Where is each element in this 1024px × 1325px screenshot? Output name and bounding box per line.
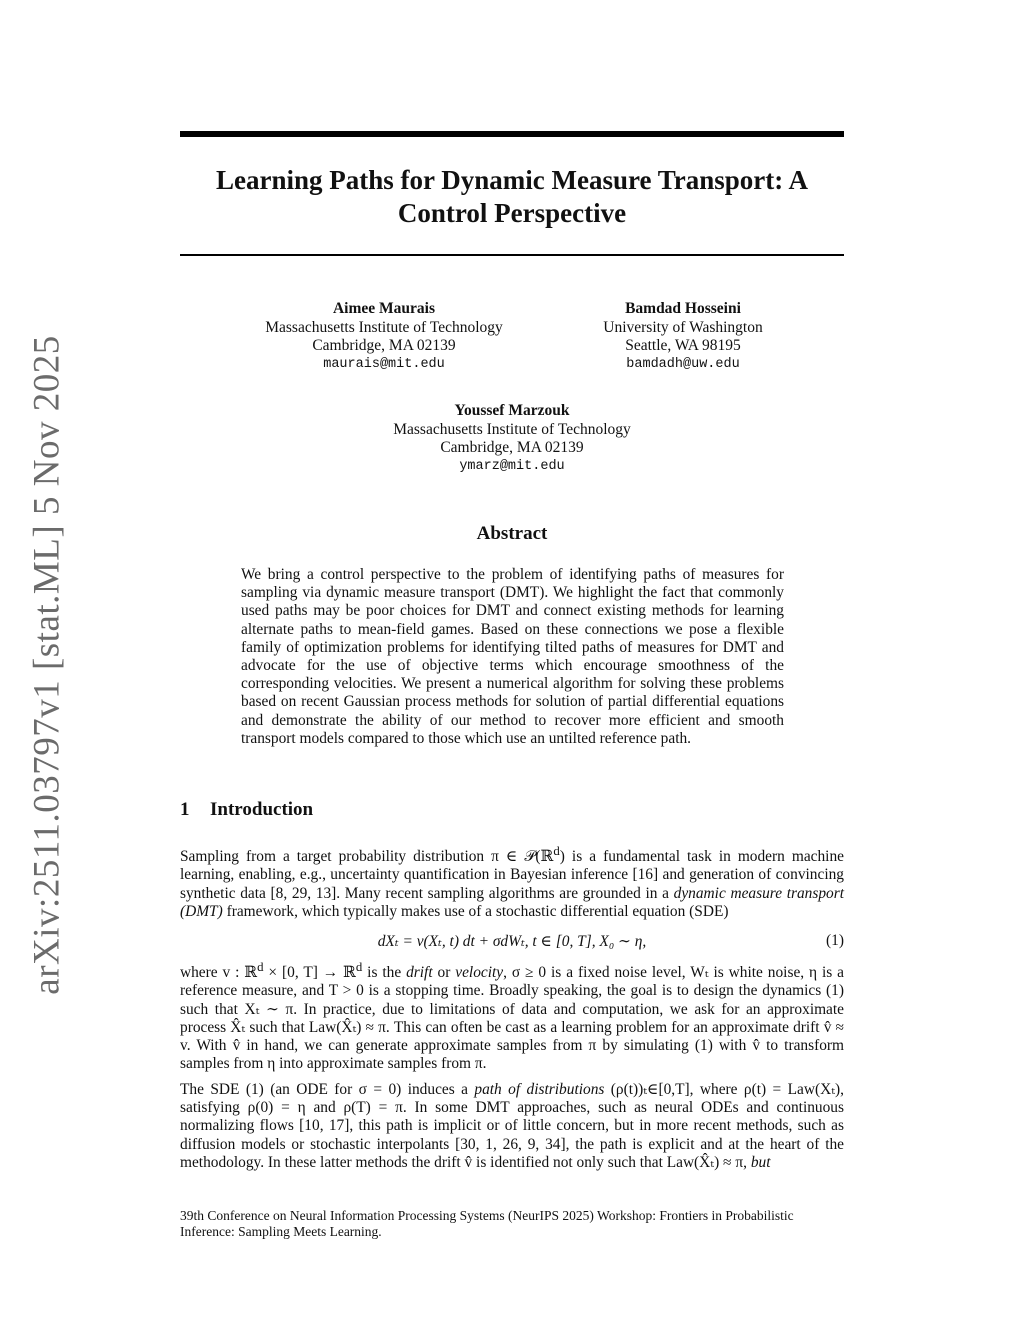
author-affiliation: University of Washington	[603, 318, 763, 336]
title-bottom-rule	[180, 254, 844, 256]
abstract-text: We bring a control perspective to the problem of identifying paths of measures for sampling via dynamic measure transport (DMT). We highlight the fact that commonly used paths may be poor choices for DMT and connect existing methods for learning alternate paths to mean-field games. Based on these connections we pose a flexible family of optimization problems for identifying tilted paths of measures for DMT and advocate for the use of objective terms which encourage smoothness of the corresponding velocities. We present a numerical algorithm for solving these problems based on recent Gaussian process methods for solution of partial differential equations and demonstrate the ability of our method to recover more efficient and smooth transport models compared to those which use an untilted reference path.	[241, 566, 784, 747]
conference-footnote: 39th Conference on Neural Information Processing Systems (NeurIPS 2025) Workshop: Frontiers in Probabilistic Inference: Sampling Meets Learning.	[180, 1208, 794, 1239]
author-block-3	[352, 402, 672, 476]
text-run: or	[432, 964, 456, 982]
author-affiliation: Massachusetts Institute of Technology	[265, 318, 503, 336]
intro-paragraph-1	[180, 842, 844, 921]
text-run: framework, which typically makes use of a stochastic differential equation (SDE)	[222, 902, 729, 920]
intro-paragraph-2	[180, 958, 844, 1073]
text-run: (ρ(t))ₜ∈[0,T], where ρ(t) = Law(Xₜ), satisfying ρ(0) = η and ρ(T) = π. In some DMT approaches, such as neural ODEs and continuous normalizing flows [10, 17], this path is implicit or of little concern, but in more recent methods, such as diffusion models or stochastic interpolants [30, 1, 26, 9, 34], the path is explicit and at the heart of the methodology. In these latter methods the drift v̂ is identified not only such that Law(X̂ₜ) ≈ π,	[180, 1081, 844, 1171]
abstract-heading: Abstract	[476, 523, 548, 544]
text-run: The SDE (1) (an ODE for σ = 0) induces a	[180, 1081, 475, 1098]
author-block-1	[224, 300, 544, 374]
section-heading	[180, 799, 313, 821]
superscript: d	[553, 844, 560, 858]
title-line-2: Control Perspective	[397, 198, 627, 228]
author-address: Cambridge, MA 02139	[312, 337, 456, 354]
text-run: ) is a fundamental task in modern machine learning, enabling, e.g., uncertainty quantification in Bayesian inference [16] and generation of convincing synthetic data [8, 29, 13]. Many recent sampling algorithms are grounded in a	[180, 848, 844, 902]
emphasis: drift	[406, 964, 433, 982]
text-run: is the	[362, 964, 407, 982]
equation-body: dXₜ = v(Xₜ, t) dt + σdWₜ, t ∈ [0, T], X₀ ∼ η,	[377, 933, 647, 950]
section-number: 1	[180, 799, 190, 820]
section-title: Introduction	[210, 799, 314, 820]
text-run: where v : ℝ	[180, 964, 258, 982]
superscript: d	[257, 960, 264, 974]
emphasis: dynamic measure transport (DMT)	[180, 884, 844, 920]
title-top-rule	[180, 131, 844, 137]
author-name: Aimee Maurais	[332, 300, 435, 317]
author-affiliation: Massachusetts Institute of Technology	[393, 420, 631, 438]
author-name: Bamdad Hosseini	[625, 300, 741, 317]
superscript: d	[355, 960, 363, 974]
emphasis: path of distributions	[474, 1081, 605, 1098]
title-line-1: Learning Paths for Dynamic Measure Transport: A	[216, 165, 808, 195]
author-address: Cambridge, MA 02139	[440, 439, 584, 456]
equation-number: (1)	[826, 932, 844, 949]
author-address: Seattle, WA 98195	[625, 337, 741, 354]
emphasis: but	[750, 1153, 771, 1171]
author-name: Youssef Marzouk	[454, 402, 570, 419]
emphasis: velocity	[455, 964, 504, 982]
author-email[interactable]: ymarz@mit.edu	[459, 458, 565, 474]
equation-1	[180, 932, 844, 952]
text-run: × [0, T] → ℝ	[263, 964, 356, 982]
arxiv-identifier-stamp: arXiv:2511.03797v1 [stat.ML] 5 Nov 2025	[26, 335, 68, 995]
text-run: Sampling from a target probability distribution π ∈ 𝒫(ℝ	[180, 848, 554, 866]
author-email[interactable]: maurais@mit.edu	[323, 356, 445, 372]
author-email[interactable]: bamdadh@uw.edu	[626, 356, 740, 372]
text-run: , σ ≥ 0 is a fixed noise level, Wₜ is white noise, η is a reference measure, and T > 0 is a stopping time. Broadly speaking, the goal is to design the dynamics (1) such that Xₜ ∼ π. In practice, due to limitations of data and computation, we ask for an approximate process X̂ₜ such that Law(X̂ₜ) ≈ π. This can often be cast as a learning problem for an approximate drift v̂ ≈ v. With v̂ in hand, we can generate approximate samples from π by simulating (1) with v̂ to transform samples from η into approximate samples from π.	[180, 964, 844, 1073]
paper-title	[180, 164, 844, 230]
intro-paragraph-3	[180, 1081, 844, 1172]
author-block-2	[523, 300, 843, 374]
